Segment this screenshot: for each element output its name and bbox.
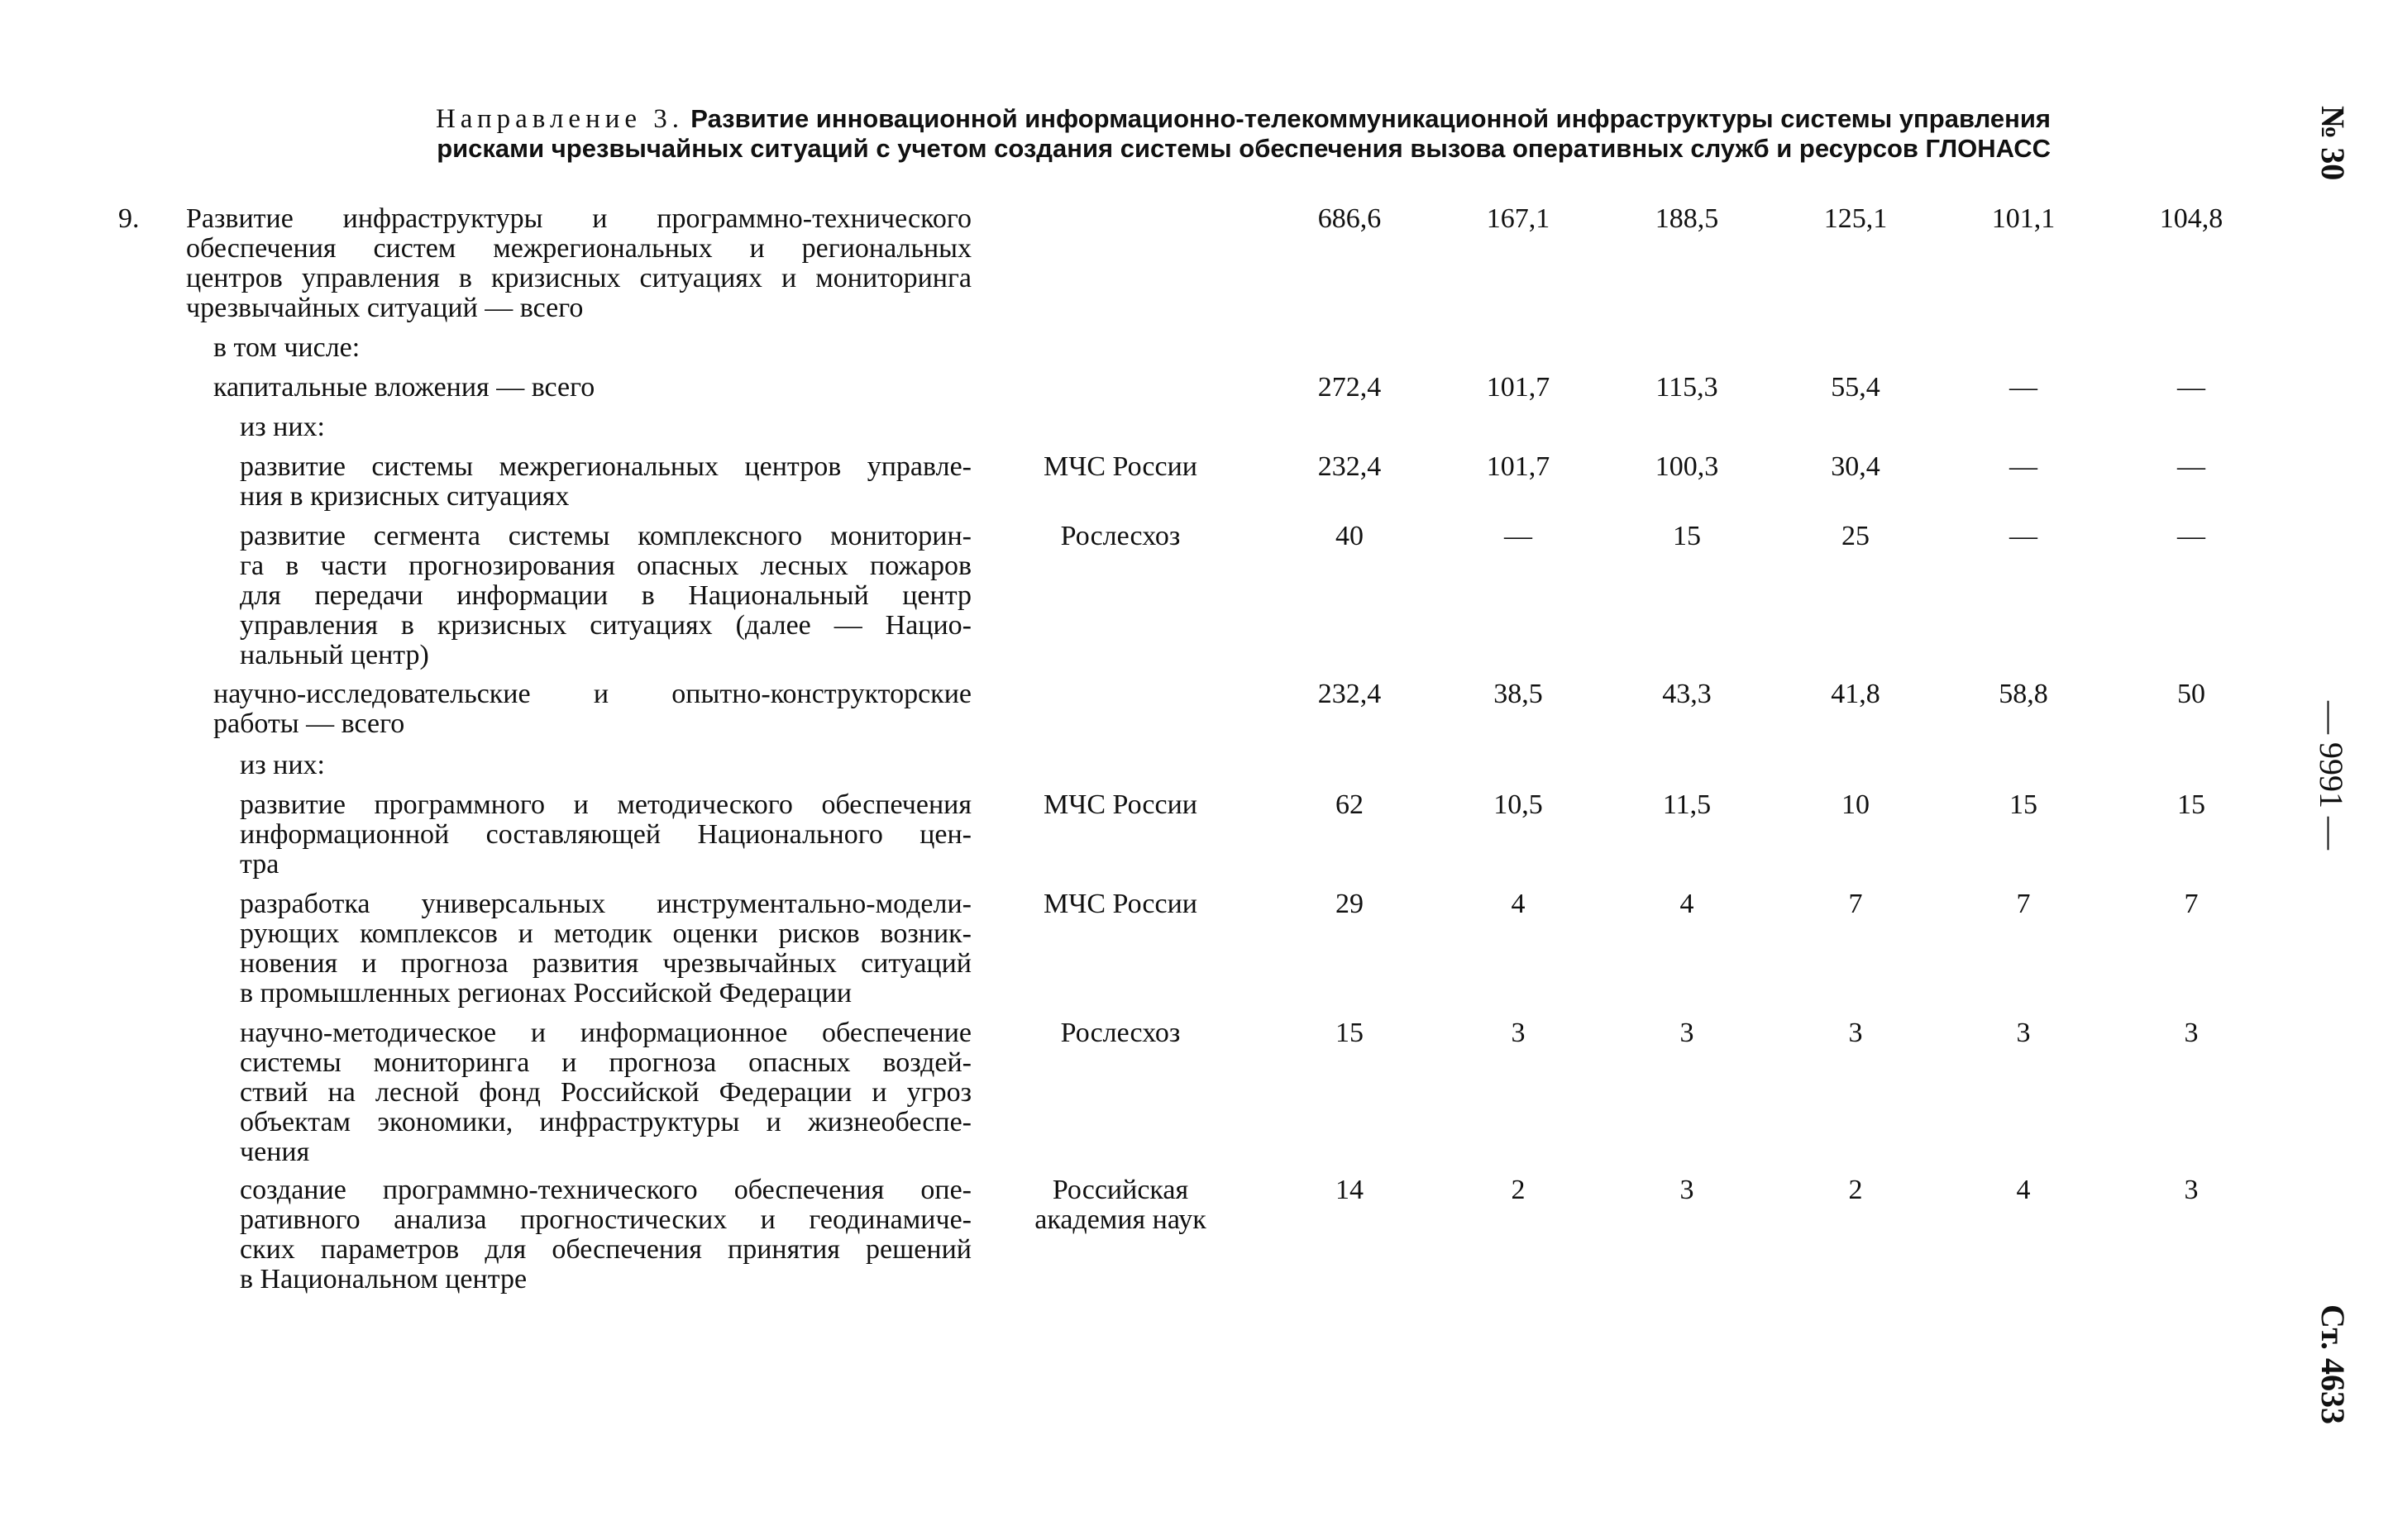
row-value: 100,3 bbox=[1655, 451, 1719, 482]
row-value: 4 bbox=[1679, 889, 1694, 919]
row-value: 15 bbox=[2009, 789, 2037, 820]
row-value: — bbox=[2177, 372, 2205, 403]
section-heading bbox=[331, 104, 2051, 163]
row-description-line: создание программно-технического обеспечения опе- bbox=[240, 1175, 972, 1205]
row-value: 15 bbox=[2177, 789, 2205, 820]
row-value: 55,4 bbox=[1831, 372, 1880, 403]
row-description-line: работы — всего bbox=[213, 708, 405, 739]
row-value: 115,3 bbox=[1655, 372, 1718, 403]
row-description-line: разработка универсальных инструментально-модели- bbox=[240, 889, 972, 919]
row-description-line: в промышленных регионах Российской Федерации bbox=[240, 978, 853, 1008]
row-value: 3 bbox=[1511, 1018, 1526, 1048]
row-description-line: информационной составляющей Национального цен- bbox=[240, 819, 972, 850]
row-description-line: чения bbox=[240, 1137, 310, 1167]
row-value: 50 bbox=[2177, 679, 2205, 709]
row-value: 232,4 bbox=[1317, 679, 1382, 709]
row-value: 3 bbox=[1679, 1175, 1694, 1205]
row-description-line: развитие программного и методического обеспечения bbox=[240, 789, 972, 820]
row-value: 2 bbox=[1511, 1175, 1526, 1205]
row-value: 3 bbox=[1848, 1018, 1863, 1048]
row-description-line: тра bbox=[240, 849, 279, 880]
row-description-line: ских параметров для обеспечения принятия решений bbox=[240, 1234, 972, 1265]
row-value: 10 bbox=[1841, 789, 1870, 820]
row-value: — bbox=[2177, 521, 2205, 551]
row-value: 11,5 bbox=[1662, 789, 1712, 820]
row-description-line: развитие системы межрегиональных центров управле- bbox=[240, 451, 972, 482]
row-value: 25 bbox=[1841, 521, 1870, 551]
row-value: 7 bbox=[2016, 889, 2031, 919]
row-executor: МЧС России bbox=[1044, 451, 1197, 482]
row-description-line: обеспечения систем межрегиональных и региональных bbox=[186, 233, 972, 264]
row-value: 101,1 bbox=[1991, 203, 2056, 234]
row-executor: академия наук bbox=[1034, 1204, 1206, 1235]
row-value: 7 bbox=[2184, 889, 2199, 919]
row-number: 9. bbox=[118, 203, 140, 234]
row-value: — bbox=[2009, 451, 2037, 482]
row-value: 62 bbox=[1335, 789, 1364, 820]
row-value: — bbox=[2009, 521, 2037, 551]
row-value: 40 bbox=[1335, 521, 1364, 551]
row-value: 104,8 bbox=[2159, 203, 2223, 234]
row-description-line: Развитие инфраструктуры и программно-технического bbox=[186, 203, 972, 234]
heading-title-line-2: рисками чрезвычайных ситуаций с учетом создания системы обеспечения вызова оперативных служб и ресурсов ГЛОНАСС bbox=[437, 134, 2051, 163]
row-value: 3 bbox=[2016, 1018, 2031, 1048]
row-description-line: научно-исследовательские и опытно-конструкторские bbox=[213, 679, 972, 709]
row-value: 29 bbox=[1335, 889, 1364, 919]
row-executor: Рослесхоз bbox=[1060, 1018, 1181, 1048]
row-description-line: из них: bbox=[240, 750, 325, 780]
page-number: — 9991 — bbox=[2313, 701, 2350, 850]
row-value: 167,1 bbox=[1486, 203, 1550, 234]
row-value: — bbox=[2009, 372, 2037, 403]
row-value: 30,4 bbox=[1831, 451, 1880, 482]
row-value: 4 bbox=[2016, 1175, 2031, 1205]
row-description-line: в Национальном центре bbox=[240, 1264, 528, 1294]
row-description-line: центров управления в кризисных ситуациях и мониторинга bbox=[186, 263, 972, 293]
row-value: 4 bbox=[1511, 889, 1526, 919]
row-value: 7 bbox=[1848, 889, 1863, 919]
row-description-line: ния в кризисных ситуациях bbox=[240, 481, 570, 512]
row-value: 38,5 bbox=[1493, 679, 1543, 709]
row-description-line: чрезвычайных ситуаций — всего bbox=[186, 293, 584, 323]
heading-label: Направление 3. bbox=[435, 104, 685, 134]
row-description-line: научно-методическое и информационное обеспечение bbox=[240, 1018, 972, 1048]
row-value: 2 bbox=[1848, 1175, 1863, 1205]
row-value: 15 bbox=[1673, 521, 1701, 551]
row-executor: МЧС России bbox=[1044, 789, 1197, 820]
row-description-line: рующих комплексов и методик оценки рисков возник- bbox=[240, 918, 972, 949]
heading-title-line-1: Развитие инновационной информационно-телекоммуникационной инфраструктуры системы управления bbox=[690, 104, 2051, 133]
row-value: 188,5 bbox=[1655, 203, 1719, 234]
row-description-line: системы мониторинга и прогноза опасных воздей- bbox=[240, 1047, 972, 1078]
row-value: 15 bbox=[1335, 1018, 1364, 1048]
row-value: 125,1 bbox=[1823, 203, 1888, 234]
row-value: 101,7 bbox=[1486, 372, 1550, 403]
article-number: Ст. 4633 bbox=[2314, 1304, 2352, 1424]
row-description-line: капитальные вложения — всего bbox=[213, 372, 595, 403]
row-value: 3 bbox=[2184, 1175, 2199, 1205]
row-description-line: ративного анализа прогностических и геодинамиче- bbox=[240, 1204, 972, 1235]
row-description-line: объектам экономики, инфраструктуры и жизнеобеспе- bbox=[240, 1107, 972, 1137]
row-description-line: в том числе: bbox=[213, 332, 361, 363]
row-description-line: из них: bbox=[240, 412, 325, 442]
row-value: 686,6 bbox=[1317, 203, 1382, 234]
row-executor: МЧС России bbox=[1044, 889, 1197, 919]
row-value: — bbox=[1504, 521, 1532, 551]
row-description-line: для передачи информации в Национальный центр bbox=[240, 580, 972, 611]
row-value: 43,3 bbox=[1662, 679, 1712, 709]
row-value: 101,7 bbox=[1486, 451, 1550, 482]
row-value: 272,4 bbox=[1317, 372, 1382, 403]
row-value: — bbox=[2177, 451, 2205, 482]
row-value: 3 bbox=[1679, 1018, 1694, 1048]
row-description-line: новения и прогноза развития чрезвычайных ситуаций bbox=[240, 948, 972, 979]
row-description-line: управления в кризисных ситуациях (далее — Нацио- bbox=[240, 610, 972, 641]
row-description-line: нальный центр) bbox=[240, 640, 429, 670]
row-value: 14 bbox=[1335, 1175, 1364, 1205]
row-value: 3 bbox=[2184, 1018, 2199, 1048]
row-value: 58,8 bbox=[1999, 679, 2048, 709]
issue-number: № 30 bbox=[2314, 106, 2352, 181]
row-description-line: га в части прогнозирования опасных лесных пожаров bbox=[240, 551, 972, 581]
row-description-line: развитие сегмента системы комплексного мониторин- bbox=[240, 521, 972, 551]
row-value: 10,5 bbox=[1493, 789, 1543, 820]
page-margin-header bbox=[2303, 0, 2352, 1540]
row-executor: Российская bbox=[1052, 1175, 1189, 1205]
row-value: 232,4 bbox=[1317, 451, 1382, 482]
row-description-line: ствий на лесной фонд Российской Федерации и угроз bbox=[240, 1077, 972, 1108]
row-value: 41,8 bbox=[1831, 679, 1880, 709]
row-executor: Рослесхоз bbox=[1060, 521, 1181, 551]
